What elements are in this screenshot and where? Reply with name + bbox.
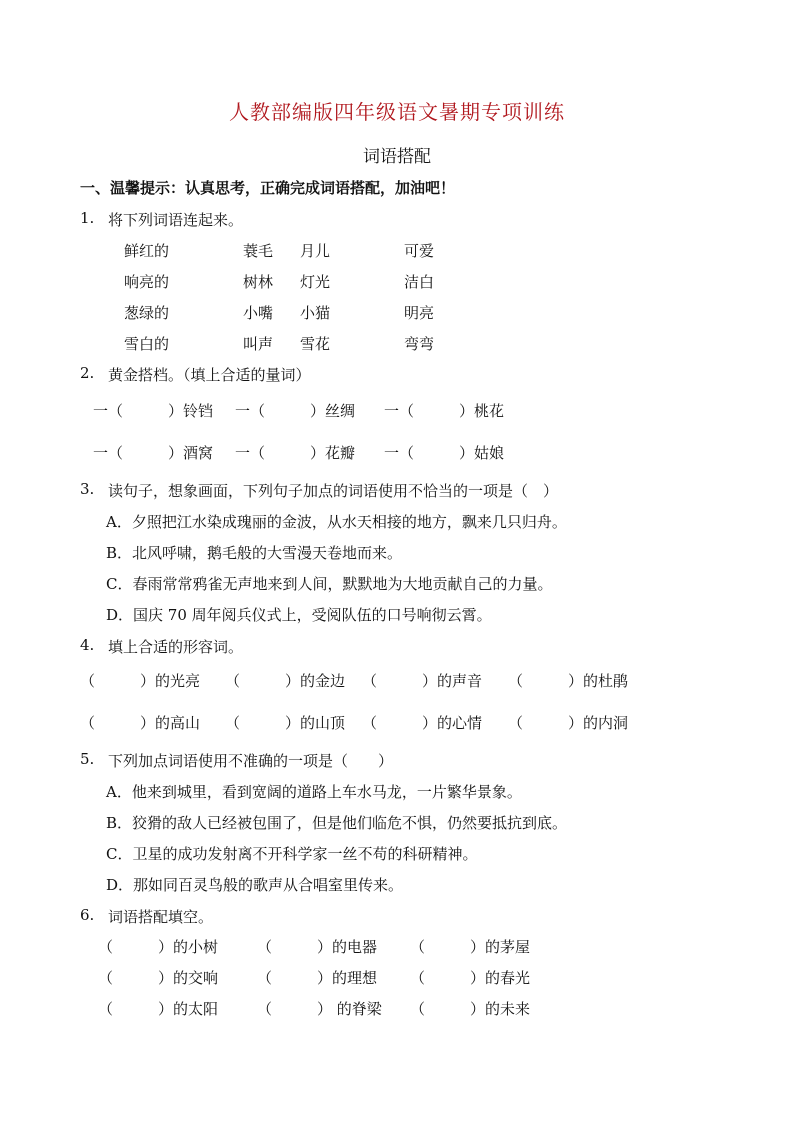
answer-option: D．那如同百灵鸟般的歌声从合唱室里传来。	[106, 876, 404, 894]
page-subtitle: 词语搭配	[363, 147, 431, 167]
fill-blank-item: 一（ ）姑娘	[384, 444, 505, 462]
fill-blank-item: （ ） 的脊梁	[257, 1000, 382, 1018]
fill-blank-item: （ ）的高山	[80, 714, 201, 732]
fill-blank-item: （ ）的山顶	[225, 714, 346, 732]
answer-option: D．国庆 70 周年阅兵仪式上，受阅队伍的口号响彻云霄。	[106, 606, 492, 624]
fill-blank-item: 一（ ）桃花	[384, 402, 505, 420]
question-prompt: 填上合适的形容词。	[108, 638, 244, 656]
question-prompt: 词语搭配填空。	[108, 908, 214, 926]
answer-option: A．他来到城里，看到宽阔的道路上车水马龙，一片繁华景象。	[106, 783, 522, 801]
match-word: 叫声	[243, 335, 274, 353]
question-prompt: 读句子，想象画面，下列句子加点的词语使用不恰当的一项是（ ）	[108, 482, 559, 500]
question-number: 5.	[80, 750, 95, 768]
fill-blank-item: （ ）的心情	[362, 714, 483, 732]
question-prompt: 将下列词语连起来。	[108, 211, 244, 229]
question-number: 2.	[80, 364, 95, 382]
question-number: 3.	[80, 480, 95, 498]
fill-blank-item: 一（ ）铃铛	[93, 402, 214, 420]
page-title: 人教部编版四年级语文暑期专项训练	[229, 100, 565, 124]
match-word: 树林	[243, 273, 274, 291]
match-word: 雪花	[300, 335, 331, 353]
match-word: 小嘴	[243, 304, 274, 322]
match-word: 洁白	[404, 273, 435, 291]
answer-option: B．狡猾的敌人已经被包围了，但是他们临危不惧，仍然要抵抗到底。	[106, 814, 568, 832]
match-word: 葱绿的	[124, 304, 170, 322]
match-word: 明亮	[404, 304, 435, 322]
answer-option: C．春雨常常鸦雀无声地来到人间，默默地为大地贡献自己的力量。	[106, 575, 553, 593]
fill-blank-item: （ ）的杜鹃	[508, 672, 629, 690]
match-word: 鲜红的	[124, 242, 170, 260]
fill-blank-item: （ ）的金边	[225, 672, 346, 690]
fill-blank-item: 一（ ）酒窝	[93, 444, 214, 462]
fill-blank-item: （ ）的茅屋	[410, 938, 531, 956]
question-prompt: 下列加点词语使用不准确的一项是（ ）	[108, 752, 394, 770]
answer-option: B．北风呼啸，鹅毛般的大雪漫天卷地而来。	[106, 544, 403, 562]
fill-blank-item: （ ）的理想	[257, 969, 378, 987]
match-word: 灯光	[300, 273, 331, 291]
match-word: 雪白的	[124, 335, 170, 353]
question-number: 1.	[80, 209, 95, 227]
match-word: 响亮的	[124, 273, 170, 291]
fill-blank-item: （ ）的声音	[362, 672, 483, 690]
question-number: 4.	[80, 636, 95, 654]
fill-blank-item: （ ）的交响	[98, 969, 219, 987]
match-word: 小猫	[300, 304, 331, 322]
question-number: 6.	[80, 906, 95, 924]
match-word: 蓑毛	[243, 242, 274, 260]
match-word: 可爱	[404, 242, 435, 260]
fill-blank-item: （ ）的未来	[410, 1000, 531, 1018]
fill-blank-item: （ ）的太阳	[98, 1000, 219, 1018]
fill-blank-item: （ ）的光亮	[80, 672, 201, 690]
fill-blank-item: （ ）的电器	[257, 938, 378, 956]
answer-option: A．夕照把江水染成瑰丽的金波，从水天相接的地方，飘来几只归舟。	[106, 513, 567, 531]
match-word: 弯弯	[404, 335, 435, 353]
fill-blank-item: 一（ ）花瓣	[235, 444, 356, 462]
fill-blank-item: 一（ ）丝绸	[235, 402, 356, 420]
match-word: 月儿	[300, 242, 331, 260]
fill-blank-item: （ ）的内洞	[508, 714, 629, 732]
fill-blank-item: （ ）的小树	[98, 938, 219, 956]
question-prompt: 黄金搭档。（填上合适的量词）	[108, 366, 311, 384]
section-heading: 一、温馨提示：认真思考，正确完成词语搭配，加油吧！	[80, 179, 456, 197]
fill-blank-item: （ ）的春光	[410, 969, 531, 987]
answer-option: C．卫星的成功发射离不开科学家一丝不苟的科研精神。	[106, 845, 478, 863]
